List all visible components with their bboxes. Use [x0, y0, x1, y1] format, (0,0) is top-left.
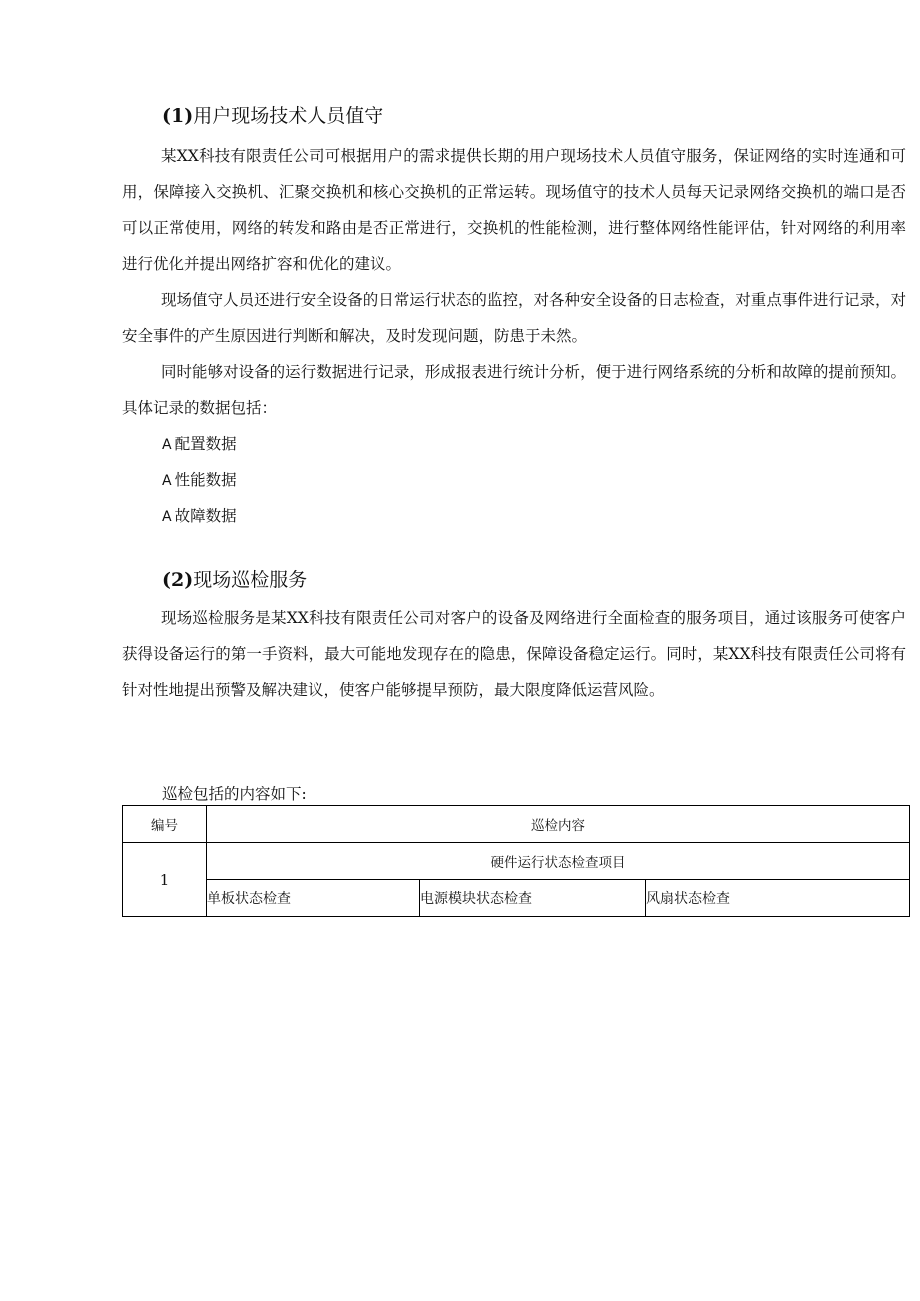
- bullet-text: 配置数据: [174, 435, 237, 453]
- bullet-item: [162, 469, 237, 492]
- bullet-mark: A: [162, 473, 172, 489]
- group-title: 硬件运行状态检查项目: [207, 843, 910, 880]
- check-item: 单板状态检查: [207, 880, 420, 917]
- bullet-mark: A: [162, 509, 172, 525]
- section1-paragraph-3: 同时能够对设备的运行数据进行记录，形成报表进行统计分析，便于进行网络系统的分析和故障的提前预知。具体记录的数据包括：: [122, 363, 906, 417]
- check-item: 风扇状态检查: [646, 880, 910, 917]
- header-number: 编号: [123, 806, 207, 843]
- section1-paragraph-1: 某XX科技有限责任公司可根据用户的需求提供长期的用户现场技术人员值守服务，保证网络的实时连通和可用，保障接入交换机、汇聚交换机和核心交换机的正常运转。现场值守的技术人员每天记录网络交换机的端口是否可以正常使用，网络的转发和路由是否正常进行，交换机的性能检测，进行整体网络性能评估，针对网络的利用率进行优化并提出网络扩容和优化的建议。: [122, 147, 906, 273]
- table-row: [123, 880, 910, 917]
- bullet-item: [162, 433, 237, 456]
- section1-paragraph-2: 现场值守人员还进行安全设备的日常运行状态的监控，对各种安全设备的日志检查，对重点事件进行记录，对安全事件的产生原因进行判断和解决，及时发现问题，防患于未然。: [122, 291, 906, 345]
- section2-heading: [162, 568, 307, 592]
- bullet-mark: A: [162, 437, 172, 453]
- section1-number: (1): [162, 105, 194, 127]
- check-item: 电源模块状态检查: [420, 880, 646, 917]
- section2-number: (2): [162, 569, 194, 591]
- row-number: 1: [123, 843, 207, 917]
- table-intro: 巡检包括的内容如下:: [162, 785, 307, 803]
- header-content: 巡检内容: [207, 806, 910, 843]
- section1-title: 用户现场技术人员值守: [193, 105, 384, 127]
- table-header-row: [123, 806, 910, 843]
- section1-heading: [162, 104, 383, 128]
- bullet-text: 性能数据: [174, 471, 237, 489]
- bullet-text: 故障数据: [174, 507, 237, 525]
- table-row: [123, 843, 910, 880]
- section2-title: 现场巡检服务: [193, 569, 308, 591]
- section2-paragraph: 现场巡检服务是某XX科技有限责任公司对客户的设备及网络进行全面检查的服务项目，通过该服务可使客户获得设备运行的第一手资料，最大可能地发现存在的隐患，保障设备稳定运行。同时，某XX科技有限责任公司将有针对性地提出预警及解决建议，使客户能够提早预防，最大限度降低运营风险。: [122, 609, 906, 699]
- bullet-item: [162, 505, 237, 528]
- inspection-table: [122, 805, 910, 917]
